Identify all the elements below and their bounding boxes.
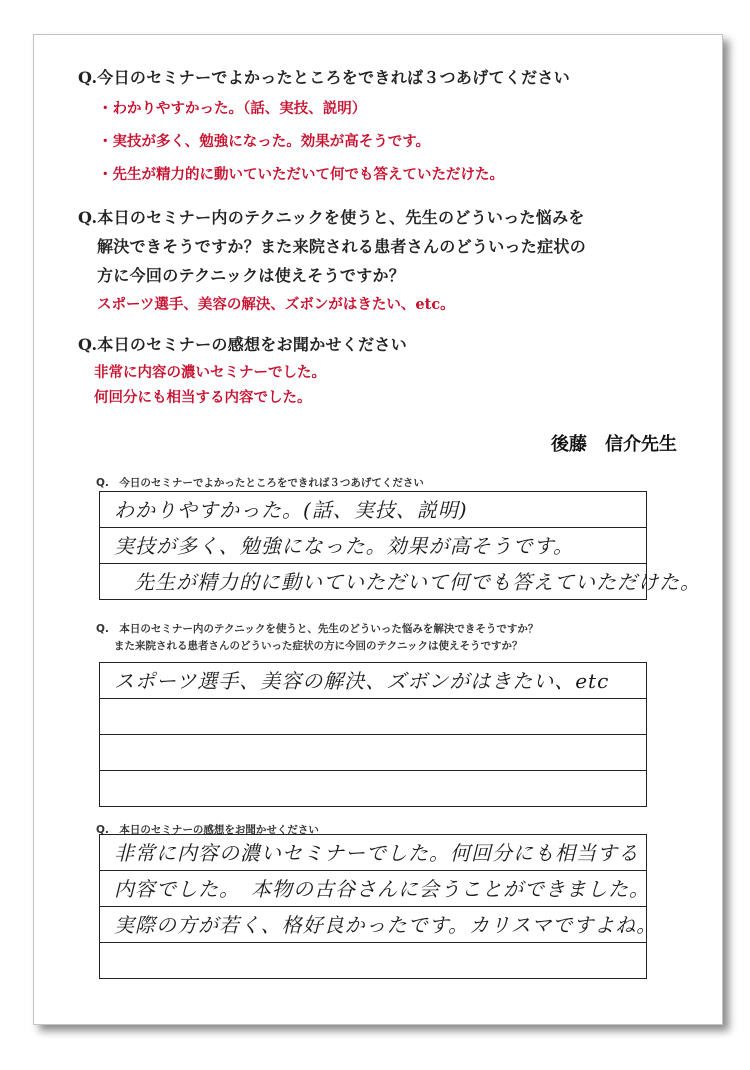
doctor-name: 後藤 信介先生 bbox=[551, 434, 677, 455]
form-line bbox=[100, 871, 650, 907]
form-answer-box-2 bbox=[99, 662, 647, 807]
form-line bbox=[100, 771, 646, 806]
form-line bbox=[100, 907, 658, 943]
handwritten-answer: スポーツ選手、美容の解決、ズボンがはきたい、etc bbox=[114, 669, 610, 693]
handwritten-answer: 実技が多く、勉強になった。効果が高そうです。 bbox=[114, 534, 574, 558]
form-answer-box-1 bbox=[99, 491, 701, 600]
typed-answer-1-1: ・わかりやすかった。（話、実技、説明） bbox=[98, 100, 367, 117]
typed-question-2-line-1: Q.本日のセミナー内のテクニックを使うと、先生のどういった悩みを bbox=[78, 208, 585, 227]
handwritten-answer: わかりやすかった。(話、実技、説明) bbox=[114, 498, 468, 522]
form-question-2-label-line-2: また来院される患者さんのどういった症状の方に今回のテクニックは使えそうですか？ bbox=[114, 640, 523, 652]
handwritten-answer: 内容でした。 本物の古谷さんに会うことができました。 bbox=[114, 877, 650, 901]
typed-answer-1-2: ・実技が多く、勉強になった。効果が高そうです。 bbox=[98, 133, 431, 150]
typed-answer-1-3: ・先生が精力的に動いていただいて何でも答えていただけた。 bbox=[98, 166, 504, 183]
testimonial-sheet bbox=[33, 34, 723, 1025]
form-question-1-label: Q. 今日のセミナーでよかったところをできれば３つあげてください bbox=[96, 477, 424, 489]
handwritten-answer: 非常に内容の濃いセミナーでした。何回分にも相当する bbox=[114, 841, 639, 865]
form-line bbox=[100, 492, 646, 528]
typed-answer-3-2: 何回分にも相当する内容でした。 bbox=[94, 389, 312, 406]
typed-question-1: Q.今日のセミナーでよかったところをできれば３つあげてください bbox=[78, 68, 571, 87]
form-line bbox=[100, 835, 646, 871]
form-line bbox=[100, 663, 646, 699]
form-line bbox=[100, 528, 646, 564]
form-question-2-label-line-1: Q. 本日のセミナー内のテクニックを使うと、先生のどういった悩みを解決できそうですか？ bbox=[96, 623, 539, 635]
form-line bbox=[100, 564, 701, 599]
form-line bbox=[100, 943, 646, 978]
form-line bbox=[100, 735, 646, 771]
handwritten-answer: 先生が精力的に動いていただいて何でも答えていただけた。 bbox=[134, 570, 701, 594]
typed-question-2-line-3: 方に今回のテクニックは使えそうですか？ bbox=[97, 266, 406, 285]
form-answer-box-3 bbox=[99, 834, 658, 979]
form-question-3-label: Q. 本日のセミナーの感想をお聞かせください bbox=[96, 824, 319, 836]
typed-answer-2: スポーツ選手、美容の解決、ズボンがはきたい、etc。 bbox=[97, 296, 455, 313]
form-line bbox=[100, 699, 646, 735]
typed-question-3: Q.本日のセミナーの感想をお聞かせください bbox=[78, 335, 408, 354]
handwritten-answer: 実際の方が若く、格好良かったです。カリスマですよね。 bbox=[114, 913, 658, 937]
typed-answer-3-1: 非常に内容の濃いセミナーでした。 bbox=[94, 364, 326, 381]
typed-question-2-line-2: 解決できそうですか？また来院される患者さんのどういった症状の bbox=[97, 237, 587, 256]
